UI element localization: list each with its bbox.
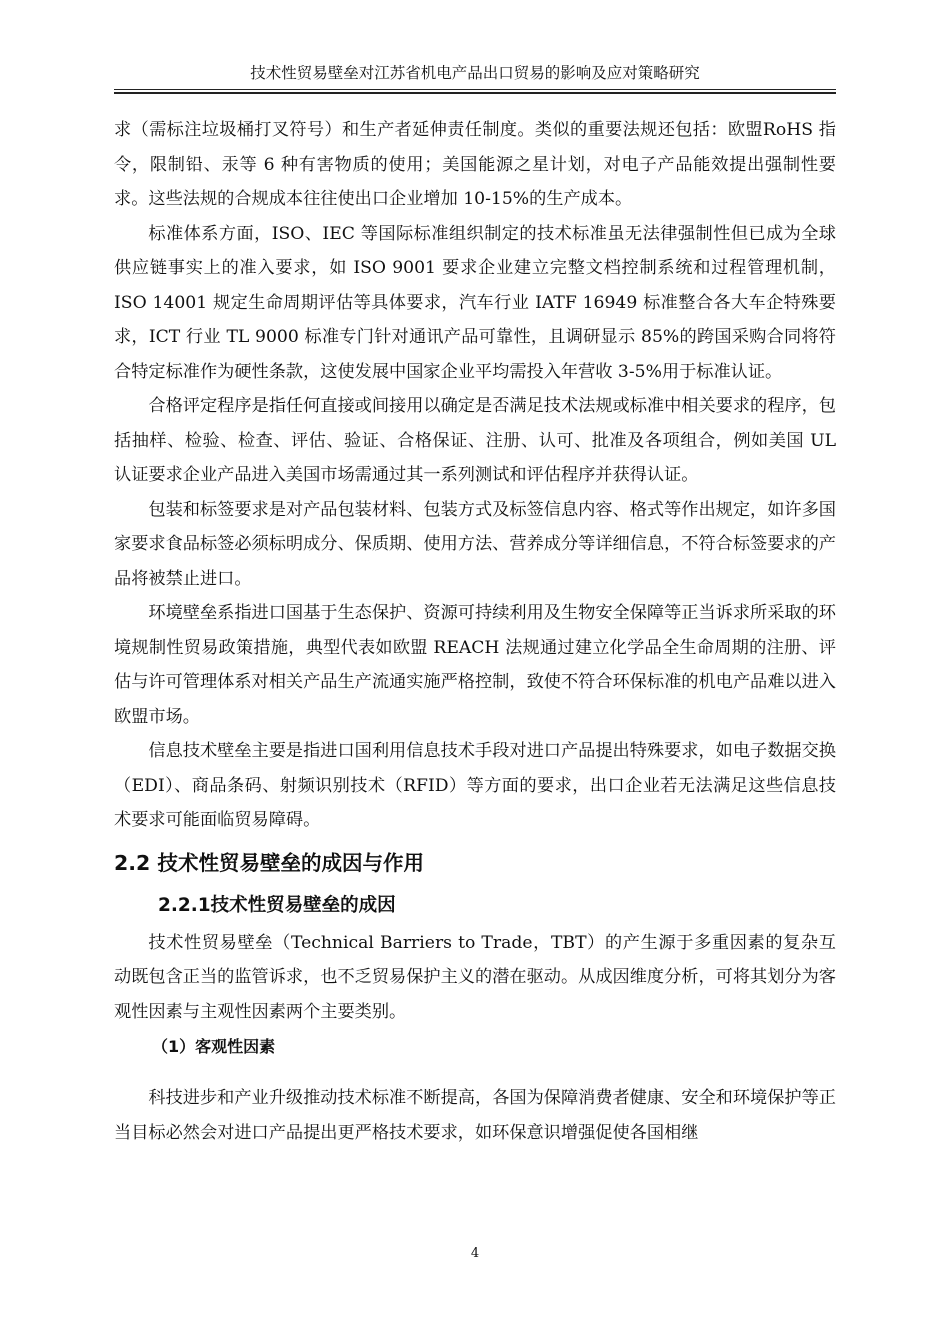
page-body: [114, 113, 836, 1150]
paragraph-tbt-causes: 技术性贸易壁垒（Technical Barriers to Trade，TBT）的产生源于多重因素的复杂互动既包含正当的监管诉求，也不乏贸易保护主义的潜在驱动。从成因维度分析，可将其划分为客观性因素与主观性因素两个主要类别。: [114, 932, 836, 1022]
page-number: 4: [470, 1246, 480, 1261]
paragraph-standards: 标准体系方面，ISO、IEC 等国际标准组织制定的技术标准虽无法律强制性但已成为全球供应链事实上的准入要求，如 ISO 9001 要求企业建立完整文档控制系统和过程管理机制，ISO 14001 规定生命周期评估等具体要求，汽车行业 IATF 16949 标准整合各大车企特殊要求，ICT 行业 TL 9000 标准专门针对通讯产品可靠性，且调研显示 85%的跨国采购合同将符合特定标准作为硬性条款，这使发展中国家企业平均需投入年营收 3-5%用于标准认证。: [114, 223, 836, 382]
running-header: 技术性贸易壁垒对江苏省机电产品出口贸易的影响及应对策略研究: [250, 64, 700, 82]
header-rule-thick: [114, 92, 836, 94]
section-heading: 2.2 技术性贸易壁垒的成因与作用: [114, 850, 424, 875]
subsection-heading: 2.2.1技术性贸易壁垒的成因: [158, 894, 396, 916]
paragraph-environmental-barriers: 环境壁垒系指进口国基于生态保护、资源可持续利用及生物安全保障等正当诉求所采取的环境规制性贸易政策措施，典型代表如欧盟 REACH 法规通过建立化学品全生命周期的注册、评估与许可管理体系对相关产品生产流通实施严格控制，致使不符合环保标准的机电产品难以进入欧盟市场。: [114, 603, 836, 727]
paragraph-packaging-labeling: 包装和标签要求是对产品包装材料、包装方式及标签信息内容、格式等作出规定，如许多国家要求食品标签必须标明成分、保质期、使用方法、营养成分等详细信息，不符合标签要求的产品将被禁止进口。: [114, 499, 836, 589]
paragraph-objective-factors: 科技进步和产业升级推动技术标准不断提高，各国为保障消费者健康、安全和环境保护等正当目标必然会对进口产品提出更严格技术要求，如环保意识增强促使各国相继: [114, 1088, 836, 1143]
paragraph-continued: 求（需标注垃圾桶打叉符号）和生产者延伸责任制度。类似的重要法规还包括：欧盟RoHS 指令，限制铅、汞等 6 种有害物质的使用；美国能源之星计划，对电子产品能效提出强制性要求。这些法规的合规成本往往使出口企业增加 10-15%的生产成本。: [114, 120, 836, 209]
header-rule: [114, 89, 836, 90]
sub-subsection-heading: （1）客观性因素: [152, 1037, 276, 1056]
paragraph-it-barriers: 信息技术壁垒主要是指进口国利用信息技术手段对进口产品提出特殊要求，如电子数据交换（EDI）、商品条码、射频识别技术（RFID）等方面的要求，出口企业若无法满足这些信息技术要求可能面临贸易障碍。: [114, 741, 836, 830]
paragraph-conformity-assessment: 合格评定程序是指任何直接或间接用以确定是否满足技术法规或标准中相关要求的程序，包括抽样、检验、检查、评估、验证、合格保证、注册、认可、批准及各项组合，例如美国 UL 认证要求企业产品进入美国市场需通过其一系列测试和评估程序并获得认证。: [114, 396, 836, 485]
